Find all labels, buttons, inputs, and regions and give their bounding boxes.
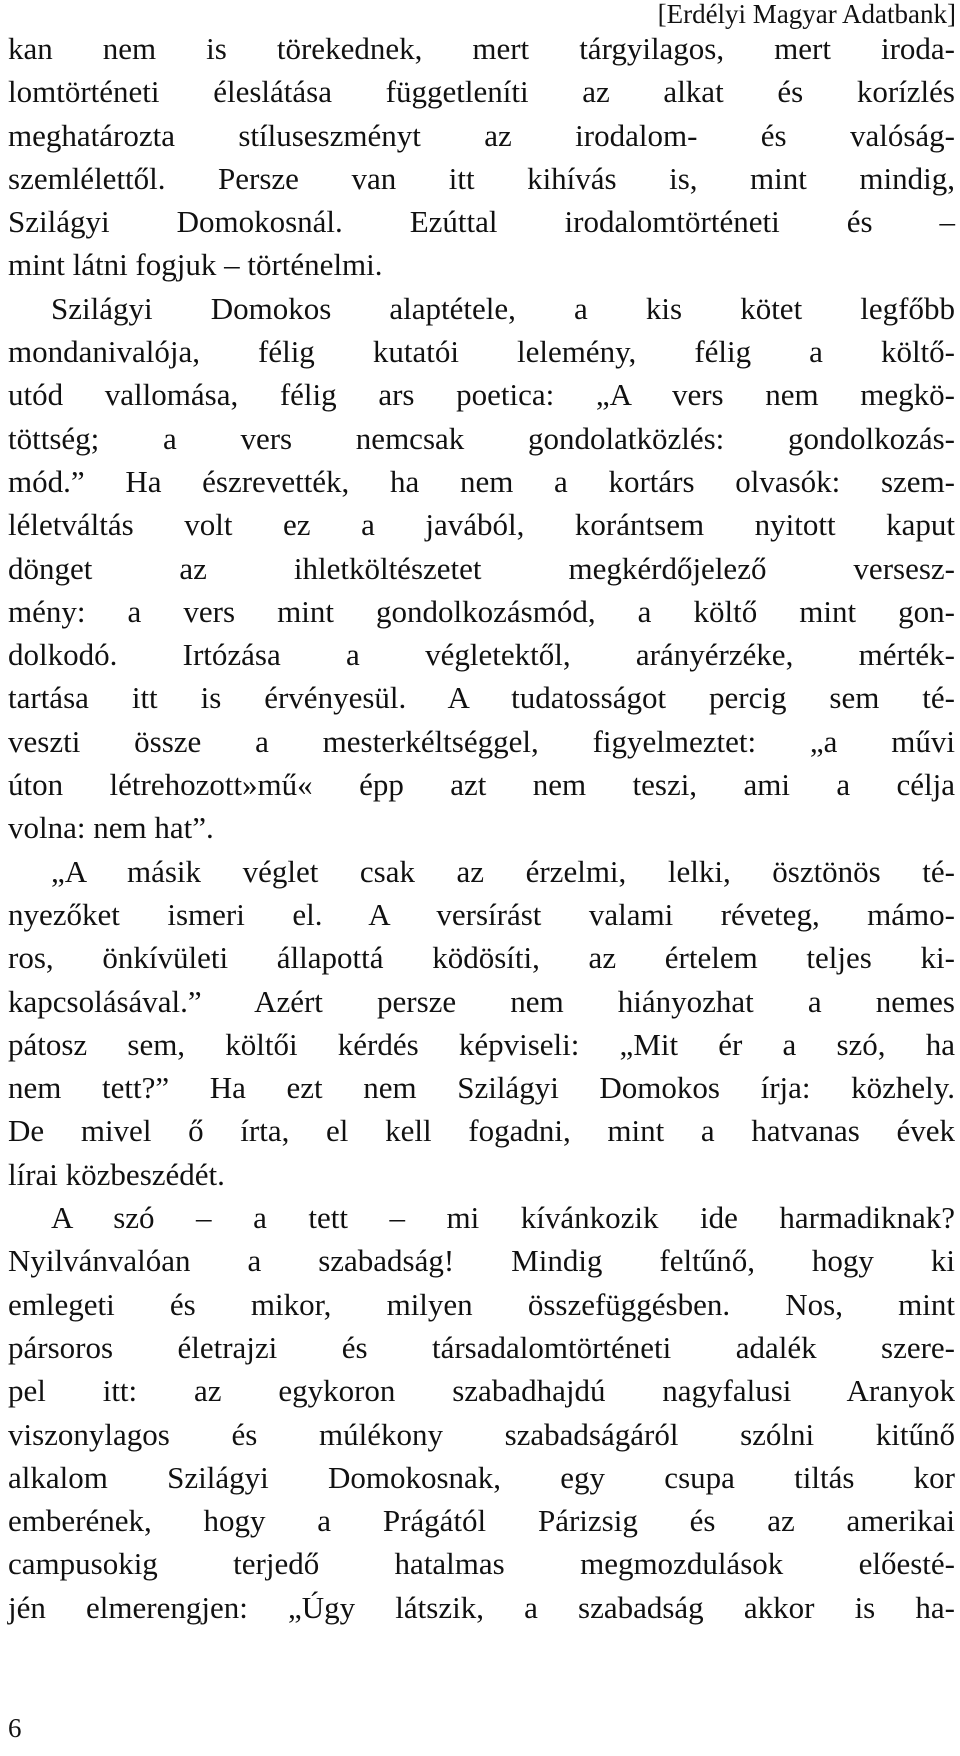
text-line: szemlélettől. Persze van itt kihívás is, mint mindig, [8, 160, 955, 196]
text-line: kapcsolásával.” Azért persze nem hiányozhat a nemes [8, 983, 955, 1019]
text-line: Nyilvánvalóan a szabadság! Mindig feltűnő, hogy ki [8, 1243, 955, 1279]
text-line: meghatározta stíluseszményt az irodalom- és valóság- [8, 117, 955, 153]
text-line: lírai közbeszédét. [8, 1156, 225, 1192]
text-line: pársoros életrajzi és társadalomtörténeti adalék szere- [8, 1329, 955, 1365]
text-line: léletváltás volt ez a javából, korántsem nyitott kaput [8, 507, 955, 543]
text-line: ros, önkívületi állapottá ködösíti, az értelem teljes ki- [8, 940, 955, 976]
text-line: Szilágyi Domokos alaptétele, a kis kötet legfőbb [51, 290, 955, 326]
text-line: pel itt: az egykoron szabadhajdú nagyfalusi Aranyok [8, 1373, 955, 1409]
text-line: veszti össze a mesterkéltséggel, figyelmeztet: „a művi [8, 723, 955, 759]
text-line: mód.” Ha észrevették, ha nem a kortárs olvasók: szem- [8, 463, 955, 499]
text-line: mondanivalója, félig kutatói lelemény, félig a költő- [8, 334, 955, 370]
text-line: emberének, hogy a Prágától Párizsig és az amerikai [8, 1503, 955, 1539]
paragraph-3 [8, 850, 955, 1196]
text-line: töttség; a vers nemcsak gondolatközlés: gondolkozás- [8, 420, 955, 456]
paragraph-4 [8, 1196, 955, 1629]
text-line: emlegeti és mikor, milyen összefüggésben. Nos, mint [8, 1286, 955, 1322]
paragraph-2 [8, 287, 955, 850]
paragraph-1 [8, 27, 955, 287]
page-number: 6 [8, 1713, 22, 1743]
text-line: jén elmerengjen: „Úgy látszik, a szabadság akkor is ha- [8, 1589, 955, 1625]
text-line: campusokig terjedő hatalmas megmozdulások előesté- [8, 1546, 955, 1582]
page-header: [Erdélyi Magyar Adatbank] [657, 0, 956, 29]
text-line: kan nem is törekednek, mert tárgyilagos, mert iroda- [8, 31, 955, 66]
text-line: nem tett?” Ha ezt nem Szilágyi Domokos írja: közhely. [8, 1070, 955, 1106]
text-line: nyezőket ismeri el. A versírást valami réveteg, mámo- [8, 896, 955, 932]
text-line: mény: a vers mint gondolkozásmód, a költő mint gon- [8, 593, 955, 629]
text-line: Szilágyi Domokosnál. Ezúttal irodalomtörténeti és – [8, 204, 955, 240]
text-line: De mivel ő írta, el kell fogadni, mint a hatvanas évek [8, 1113, 955, 1149]
text-line: dolkodó. Irtózása a végletektől, arányérzéke, mérték- [8, 637, 955, 673]
text-line: dönget az ihletköltészetet megkérdőjelező versesz- [8, 550, 955, 586]
text-line: A szó – a tett – mi kívánkozik ide harmadiknak? [51, 1200, 955, 1236]
text-line: lomtörténeti éleslátása függetleníti az alkat és korízlés [8, 74, 955, 110]
text-line: volna: nem hat”. [8, 810, 214, 846]
body-text [8, 27, 955, 1629]
text-line: alkalom Szilágyi Domokosnak, egy csupa tiltás kor [8, 1459, 955, 1495]
text-line: utód vallomása, félig ars poetica: „A vers nem megkö- [8, 377, 955, 413]
text-line: „A másik véglet csak az érzelmi, lelki, ösztönös té- [51, 853, 955, 889]
text-line: viszonylagos és múlékony szabadságáról szólni kitűnő [8, 1416, 955, 1452]
text-line: tartása itt is érvényesül. A tudatosságot percig sem té- [8, 680, 955, 716]
text-line: úton létrehozott»mű« épp azt nem teszi, ami a célja [8, 767, 955, 803]
text-line: pátosz sem, költői kérdés képviseli: „Mit ér a szó, ha [8, 1026, 955, 1062]
text-line: mint látni fogjuk – történelmi. [8, 247, 383, 283]
